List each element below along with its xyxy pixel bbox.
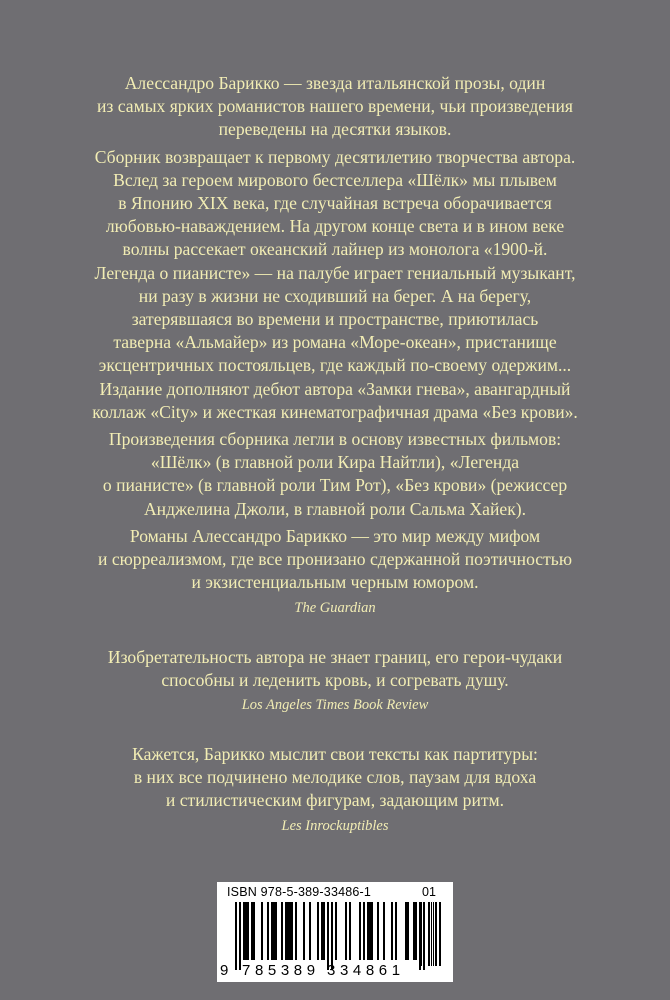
blurb-line: эксцентричных постояльцев, где каждый по-своему одержим... [98,355,572,376]
quote-line: Изобретательность автора не знает границ, его герои-чудаки [107,646,563,667]
blurb-line: коллаж «City» и жесткая кинематографичная драма «Без крови». [92,401,578,422]
barcode-bar [367,902,369,960]
barcode-bar [415,902,417,960]
barcode-right-digits: 334861 [327,962,405,979]
barcode-bar [383,902,385,960]
blurb-line: переведены на десятки языков. [218,119,452,140]
blurb-paragraph-1 [60,72,610,142]
barcode-bar [413,902,415,960]
isbn-addon-code: 01 [422,885,436,899]
blurb-line: «Шёлк» (в главной роли Кира Найтли), «Легенда [150,452,520,473]
barcode-bar [291,902,293,960]
barcode-bar [261,902,263,960]
barcode-bar [275,902,277,960]
barcode-bar [321,902,323,960]
press-quotes [70,525,600,864]
barcode-bar [309,902,311,960]
barcode-bar [245,902,247,960]
blurb-line: о пианисте» (в главной роли Тим Рот), «Без крови» (режиссер [102,475,568,496]
barcode-addon-bar [431,902,432,966]
blurb-line: волны рассекает океанский лайнер из монолога «1900-й. [122,239,548,260]
blurb-line: Легенда о пианисте» — на палубе играет гениальный музыкант, [94,262,576,283]
press-quote [70,743,600,836]
isbn-barcode [217,882,453,982]
blurb-line: в Японию XIX века, где случайная встреча оборачивается [118,193,552,214]
barcode-bar [391,902,393,960]
barcode-guard-bar [327,902,329,970]
quote-line: и стилистическим фигурам, задающим ритм. [165,790,505,811]
barcode-bar [303,902,305,960]
blurb-line: таверна «Альмайер» из романа «Море-океан», пристанище [113,332,557,353]
quote-text [70,646,600,692]
quote-line: в них все подчинено мелодике слов, паузам для вдоха [133,767,537,788]
blurb-line: Сборник возвращает к первому десятилетию творчества автора. [94,146,576,167]
quote-source: Los Angeles Times Book Review [241,697,429,714]
barcode-addon-bar [421,902,422,966]
barcode-addon-bar [439,902,440,966]
barcode-bar [273,902,275,960]
barcode-bar [295,902,297,960]
barcode-bar [363,902,365,960]
blurb-paragraph-2 [60,146,610,424]
barcode-addon-bar [433,902,434,966]
press-quote [70,646,600,715]
barcode-bar [253,902,255,960]
isbn-label: ISBN 978-5-389-33486-1 [227,885,372,899]
barcode-addon-bar [435,902,436,966]
blurb-line: Анджелина Джоли, в главной роли Сальма Хайек). [143,498,527,519]
quote-line: способны и леденить кровь, и согревать душу. [161,669,509,690]
barcode-bar [247,902,249,960]
quote-source: Les Inrockuptibles [281,817,389,834]
blurb-line: Издание дополняют дебют автора «Замки гнева», авангардный [99,378,571,399]
quote-line: и экзистенциальным черным юмором. [191,572,479,593]
barcode-bar [323,902,325,960]
quote-source: The Guardian [294,599,376,616]
barcode-bar [345,902,347,960]
barcode-bar [349,902,351,960]
barcode-bar [359,902,361,960]
barcode-guard-bar [239,902,241,970]
blurb-line: Вслед за героем мирового бестселлера «Шёлк» мы плывем [113,169,557,190]
press-quote [70,525,600,618]
barcode-addon-bar [429,902,430,966]
barcode-bar [407,902,409,960]
annotation-blurb [60,72,610,525]
barcode-addon-bar [436,902,437,966]
barcode-bar [285,902,287,960]
barcode-guard-bar [419,902,421,970]
barcode-bar [251,902,253,960]
barcode-bar [243,902,245,960]
barcode-bar [271,902,273,960]
barcode-addon-bar [428,902,429,966]
quote-line: Кажется, Барикко мыслит свои тексты как партитуры: [132,744,538,765]
barcode-addon-bar [423,902,424,966]
barcode-guard-bar [235,902,237,970]
barcode-bar [317,902,319,960]
blurb-paragraph-3 [60,428,610,521]
quote-text [70,743,600,813]
barcode-bar [369,902,371,960]
barcode-left-digits: 785389 [242,962,320,979]
quote-line: и сюрреализмом, где все пронизано сдержанной поэтичностью [98,549,572,570]
barcode-addon-bar [424,902,425,966]
barcode-bar [267,902,269,960]
barcode-guard-bar [331,902,333,970]
barcode-bar [289,902,291,960]
barcode-lead-digit: 9 [220,962,229,979]
blurb-line: затерявшаяся во времени и пространстве, приютилась [131,309,539,330]
blurb-line: Алессандро Барикко — звезда итальянской прозы, один [124,73,546,93]
barcode-bar [405,902,407,960]
barcode-bar [287,902,289,960]
blurb-line: ни разу в жизни не сходивший на берег. А на берегу, [138,285,532,306]
barcode-bar [281,902,283,960]
blurb-line: из самых ярких романистов нашего времени, чьи произведения [96,96,574,117]
quote-line: Романы Алессандро Барикко — это мир между мифом [129,526,541,546]
barcode-bar [335,902,337,960]
blurb-line: Произведения сборника легли в основу известных фильмов: [108,429,562,450]
barcode-bar [395,902,397,960]
barcode-bar [371,902,373,960]
barcode-addon-bar [440,902,441,966]
barcode-bar [377,902,379,960]
blurb-line: любовью-наваждением. На другом конце света и в ином веке [105,216,565,237]
quote-text [70,525,600,595]
